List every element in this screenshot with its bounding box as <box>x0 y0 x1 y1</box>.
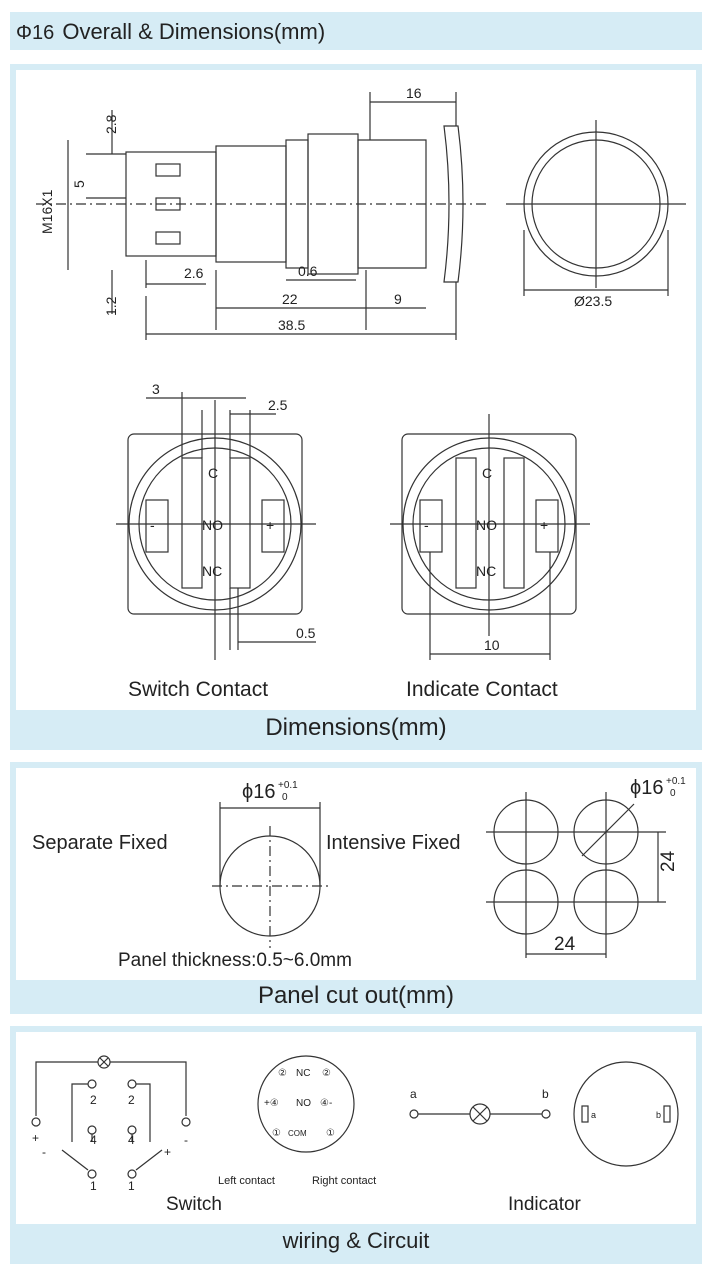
indicator-label: Indicator <box>508 1194 581 1215</box>
indicator-b-label: b <box>542 1087 549 1101</box>
switch-c-label: C <box>208 465 219 481</box>
wiring-drawing <box>16 1032 696 1224</box>
wiring-caption: wiring & Circuit <box>282 1228 430 1253</box>
pin-4-left: 4 <box>90 1133 97 1147</box>
dim-3-label: 3 <box>152 381 160 397</box>
indicate-nc-label: NC <box>476 563 497 579</box>
wiring-drawing-area <box>16 1032 696 1224</box>
indicator-bottom-view <box>574 1062 678 1166</box>
dim-m16-label: M16X1 <box>39 189 55 234</box>
switch-nc-label: NC <box>202 563 223 579</box>
separate-fixed-label: Separate Fixed <box>32 832 168 854</box>
table-r3-left: ① <box>272 1128 281 1139</box>
table-r2-right: ④- <box>320 1098 333 1109</box>
pin-2-right: 2 <box>128 1093 135 1107</box>
switch-left-terminal <box>182 458 202 588</box>
indicator-a-label: a <box>410 1087 417 1101</box>
switch-no-label: NO <box>202 517 223 533</box>
pin-plus-right: + <box>164 1145 172 1159</box>
intensive-phi-label: ϕ16 <box>630 777 664 799</box>
dim-1-2-label: 1.2 <box>103 296 119 316</box>
dim-2-5-label: 2.5 <box>268 397 288 413</box>
indicator-view-a: a <box>591 1110 597 1120</box>
table-r1-left: ② <box>278 1068 287 1079</box>
panel-cutout-caption: Panel cut out(mm) <box>257 982 455 1009</box>
dim-9-label: 9 <box>394 291 402 307</box>
dim-22-label: 22 <box>282 291 298 307</box>
separate-phi-label: ϕ16 <box>242 781 276 803</box>
intensive-24-h-label: 24 <box>554 934 576 955</box>
dim-38-5-label: 38.5 <box>278 317 306 333</box>
pin-minus-right: - <box>184 1133 188 1147</box>
wiring-panel <box>10 1026 702 1264</box>
switch-right-terminal <box>230 458 250 588</box>
pin-minus-left: - <box>42 1145 46 1159</box>
indicate-c-label: C <box>482 465 493 481</box>
dim-2-6-label: 2.6 <box>184 265 204 281</box>
dim-2-8-label: 2.8 <box>103 114 119 134</box>
terminal-bottom <box>156 232 180 244</box>
panel-cutout-panel <box>10 762 702 1014</box>
dimensions-caption: Dimensions(mm) <box>265 714 447 741</box>
table-r2-mid: NO <box>296 1098 311 1109</box>
dim-0-6-label: 0.6 <box>298 263 318 279</box>
switch-minus-label: - <box>150 517 155 533</box>
terminal-top <box>156 164 180 176</box>
table-r1-right: ② <box>322 1068 331 1079</box>
title-text: Overall & Dimensions(mm) <box>62 19 326 44</box>
switch-plus-label: + <box>266 517 275 533</box>
table-r2-left: +④ <box>264 1098 279 1109</box>
pin-2-left: 2 <box>90 1093 97 1107</box>
pin-1-right: 1 <box>128 1179 135 1193</box>
panel-thickness-label: Panel thickness:0.5~6.0mm <box>118 950 352 971</box>
separate-tol-up: +0.1 <box>278 780 298 791</box>
table-r3-right: ① <box>326 1128 335 1139</box>
dimensions-panel <box>10 64 702 750</box>
pin-4-right: 4 <box>128 1133 135 1147</box>
dimensions-drawing <box>16 70 696 710</box>
intensive-tol-down: 0 <box>670 788 676 799</box>
intensive-tol-up: +0.1 <box>666 776 686 787</box>
indicate-minus-label: - <box>424 517 429 533</box>
table-r3-mid: COM <box>288 1129 307 1138</box>
dim-16-label: 16 <box>406 85 422 101</box>
page-title <box>10 12 702 50</box>
switch-contact-label: Switch Contact <box>128 678 269 701</box>
panel-cutout-drawing-area <box>16 768 696 980</box>
intensive-fixed-label: Intensive Fixed <box>326 832 461 854</box>
left-contact-label: Left contact <box>218 1175 275 1187</box>
separate-tol-down: 0 <box>282 792 288 803</box>
panel-cutout-drawing <box>16 768 696 980</box>
dim-23-5-label: Ø23.5 <box>574 293 613 309</box>
table-r1-mid: NC <box>296 1068 311 1079</box>
right-contact-label: Right contact <box>312 1175 377 1187</box>
pin-plus-left: + <box>32 1131 40 1145</box>
dim-0-5-label: 0.5 <box>296 625 316 641</box>
pin-1-left: 1 <box>90 1179 97 1193</box>
dimensions-drawing-area <box>16 70 696 710</box>
indicate-contact-label: Indicate Contact <box>406 678 558 701</box>
title-phi: Φ16 <box>16 22 55 44</box>
dim-5-label: 5 <box>71 180 87 188</box>
indicate-no-label: NO <box>476 517 497 533</box>
dim-10-label: 10 <box>484 637 500 653</box>
switch-label: Switch <box>166 1194 222 1215</box>
indicate-plus-label: + <box>540 517 549 533</box>
intensive-24-v-label: 24 <box>658 850 679 872</box>
indicator-view-b: b <box>656 1110 662 1120</box>
